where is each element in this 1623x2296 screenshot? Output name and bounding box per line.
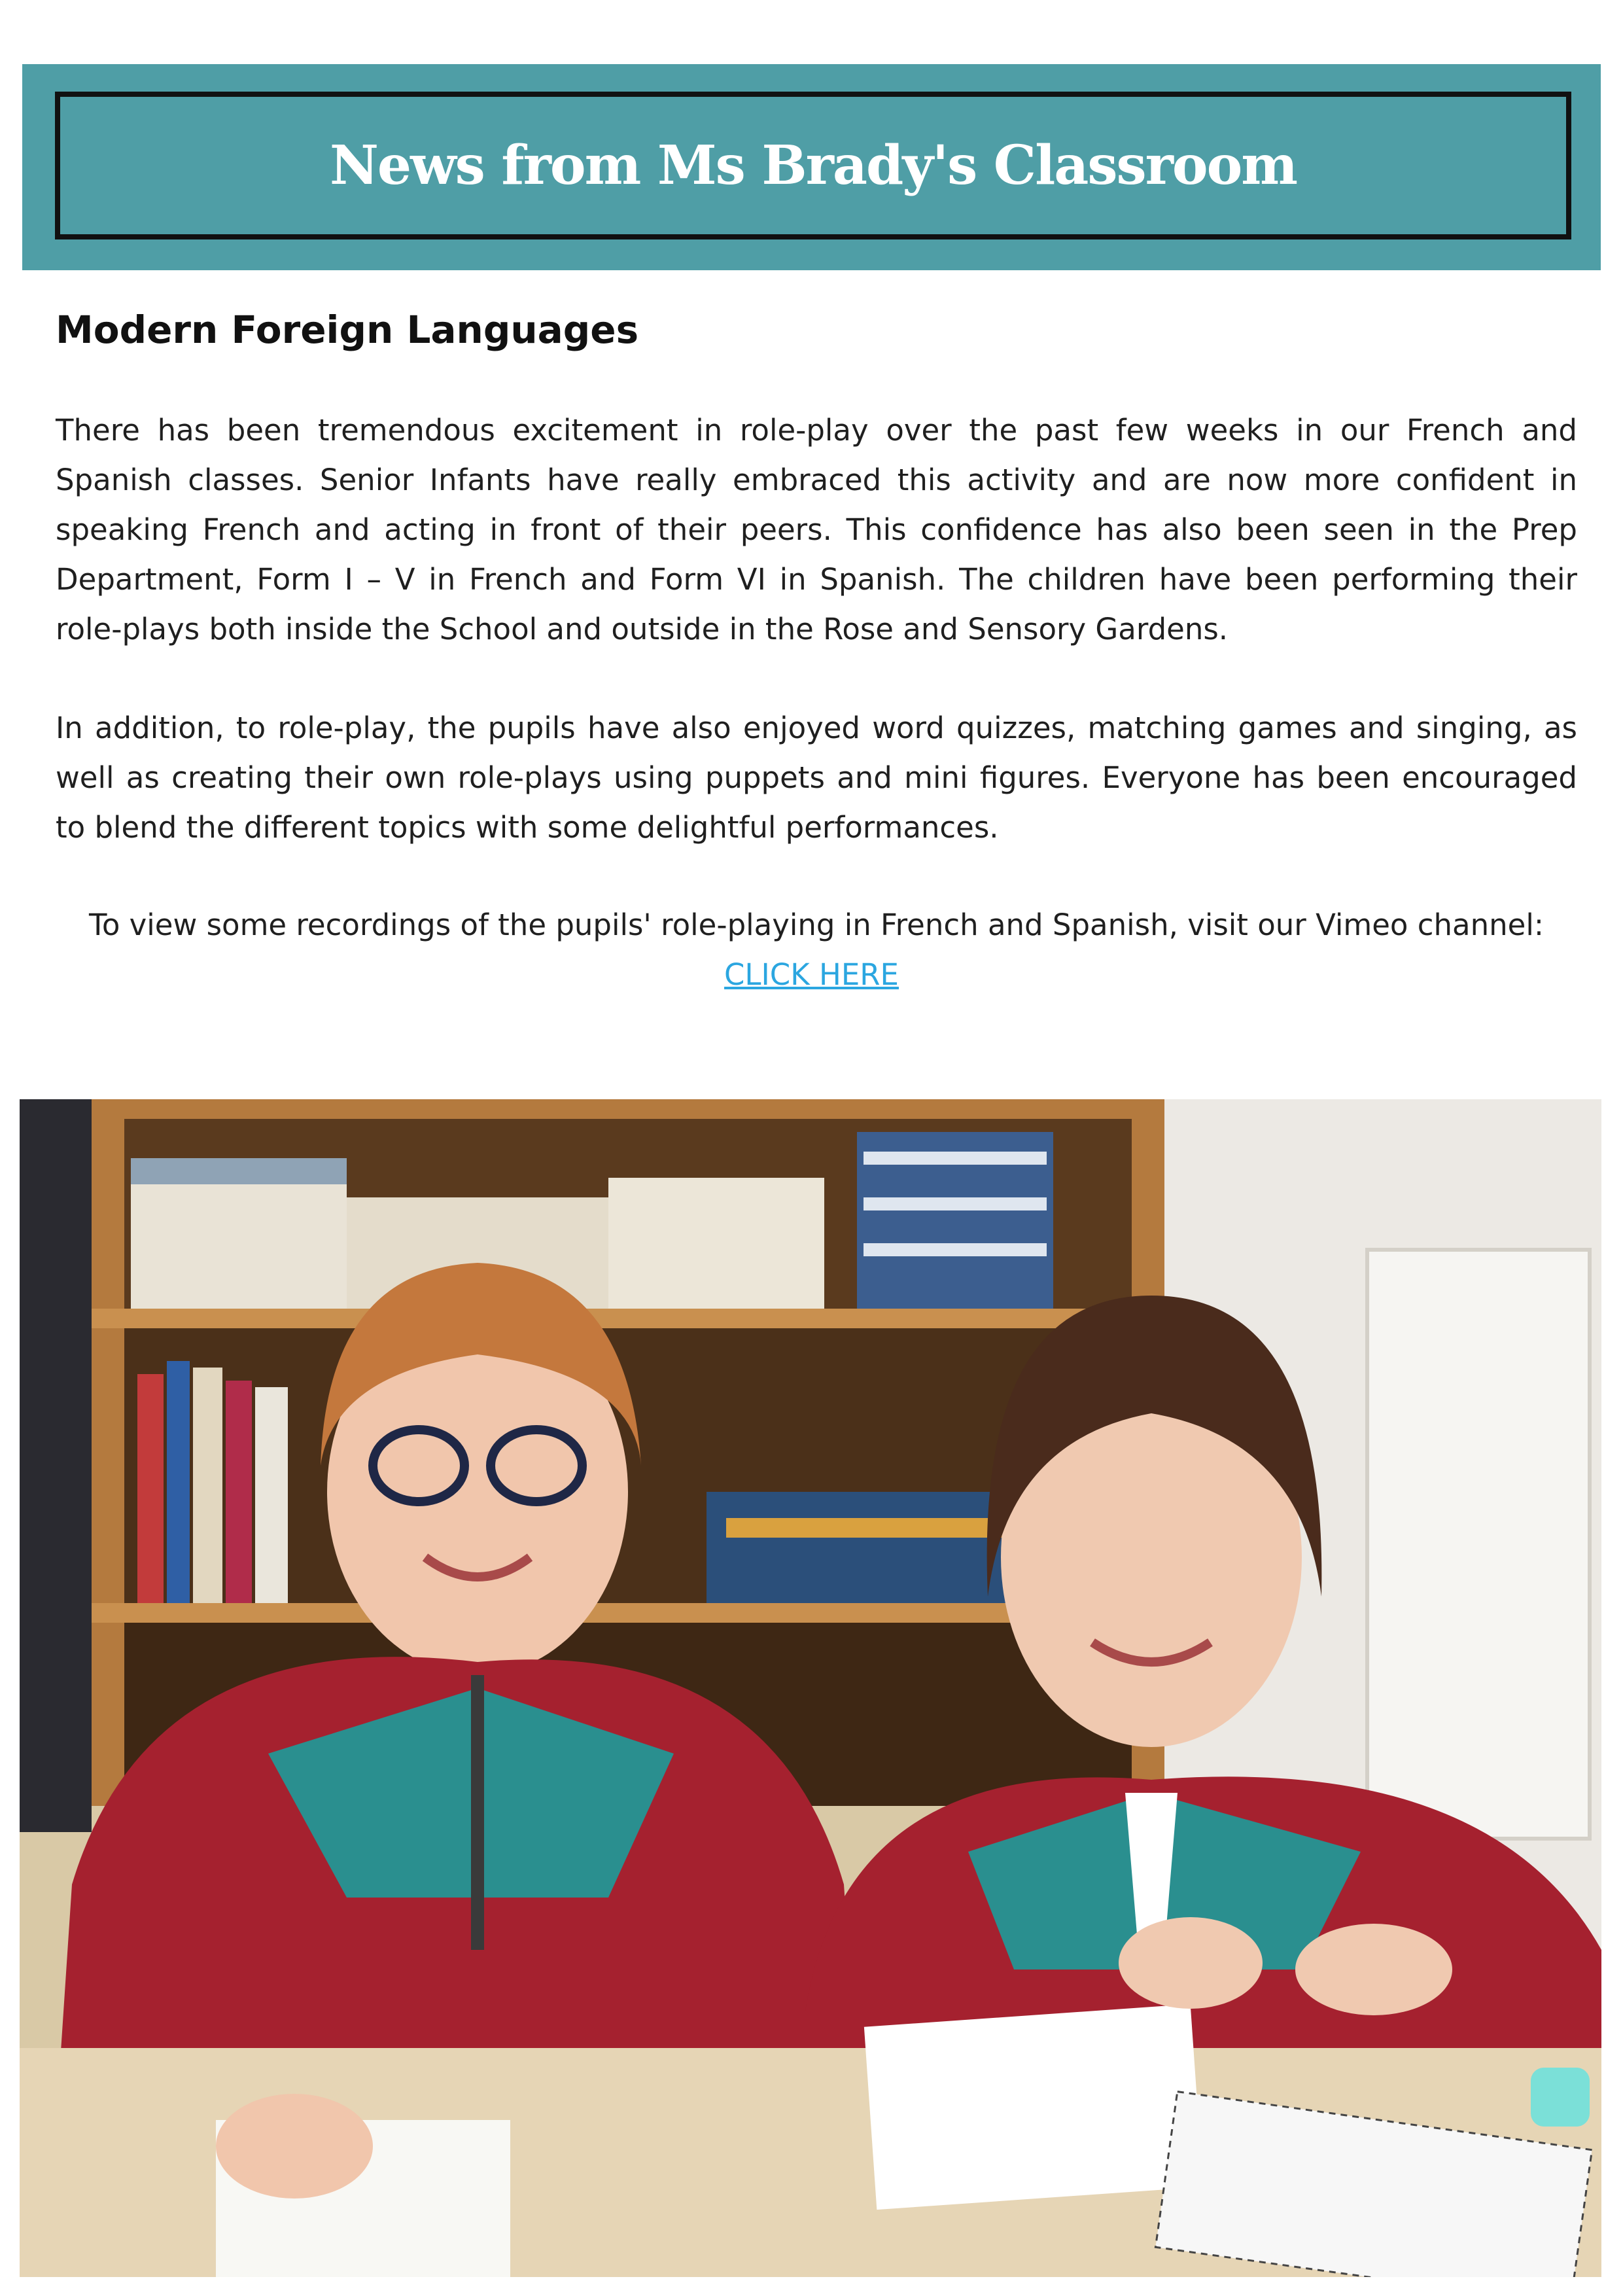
click-here-link[interactable]: CLICK HERE	[724, 957, 899, 992]
classroom-photo	[20, 1099, 1601, 2277]
click-here-container	[0, 950, 1623, 1000]
header-banner	[22, 64, 1601, 270]
header-frame	[55, 92, 1571, 239]
section-heading: Modern Foreign Languages	[56, 308, 639, 352]
vimeo-intro-text: To view some recordings of the pupils' role-playing in French and Spanish, visit our Vimeo channel:	[89, 908, 1544, 942]
page-title: News from Ms Brady's Classroom	[329, 134, 1297, 197]
body-paragraph-2: In addition, to role-play, the pupils have also enjoyed word quizzes, matching games and singing, as well as creating their own role-plays using puppets and mini figures. Everyone has been encouraged to blend the different topics with some delightful performances.	[56, 711, 1577, 845]
body-paragraph-1: There has been tremendous excitement in role-play over the past few weeks in our French and Spanish classes. Senior Infants have really embraced this activity and are now more confident in speaking French and acting in front of their peers. This confidence has also been seen in the Prep Department, Form I – V in French and Form VI in Spanish. The children have been performing their role-plays both inside the School and outside in the Rose and Sensory Gardens.	[56, 413, 1577, 646]
